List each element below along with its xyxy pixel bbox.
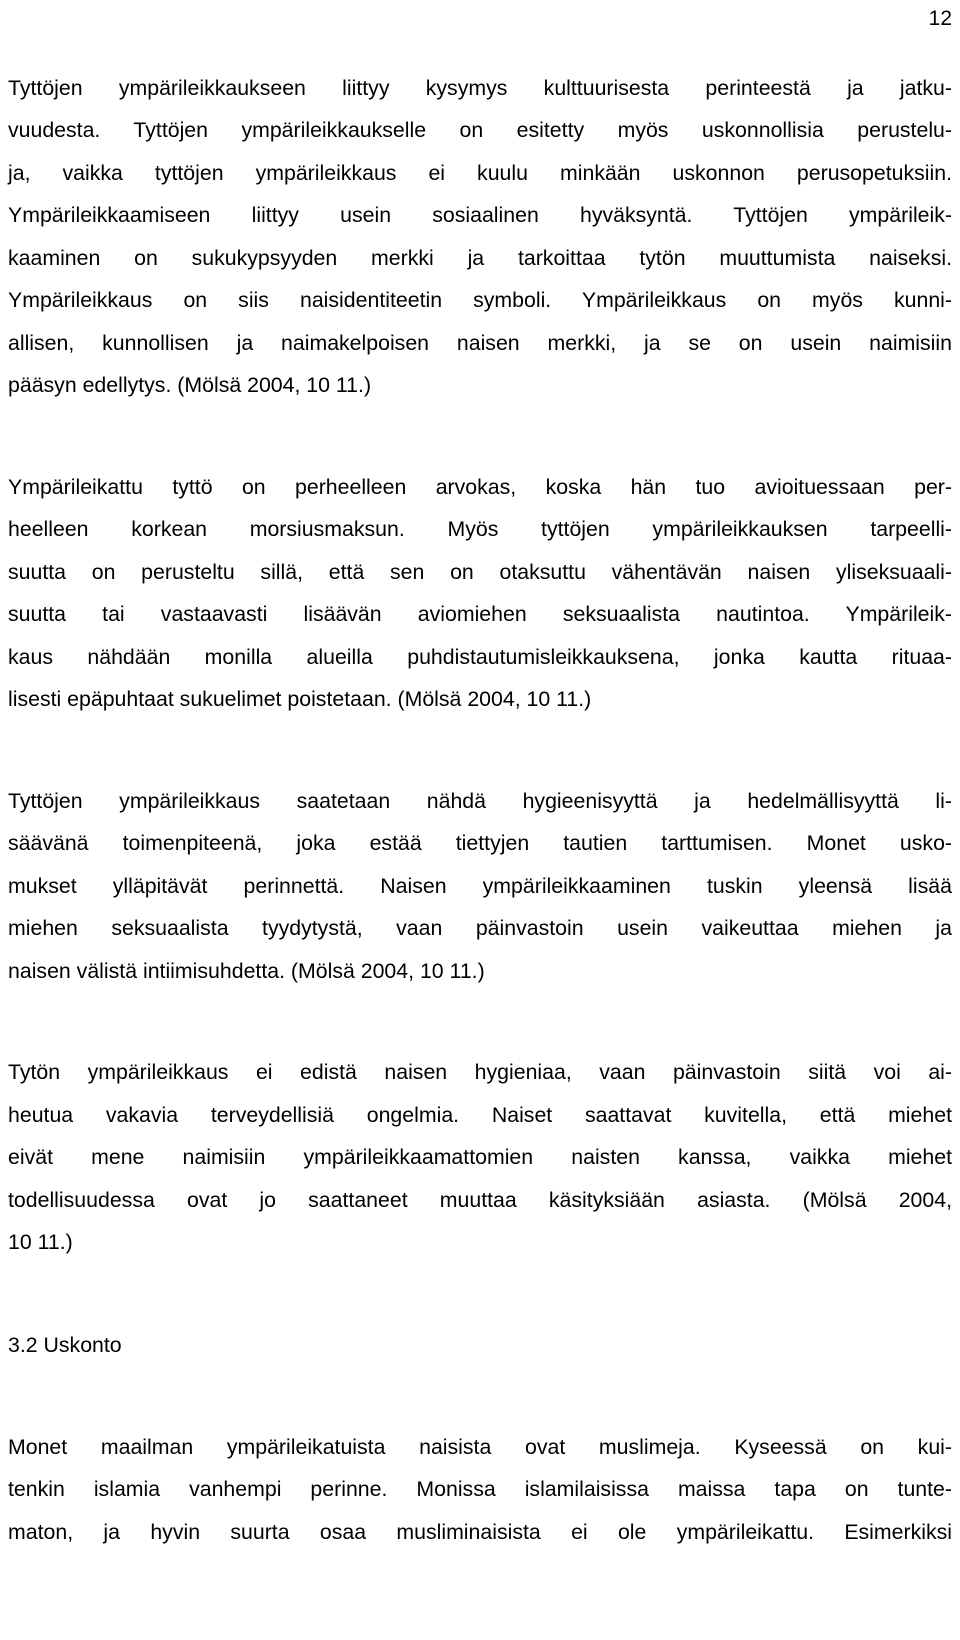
page-number: 12 xyxy=(928,7,952,30)
text-line: Tyttöjen ympärileikkaukseen liittyy kysymys kulttuurisesta perinteestä ja jatku- xyxy=(8,76,952,100)
text-line: naisen välistä intiimisuhdetta. (Mölsä 2004, 10 11.) xyxy=(8,959,485,983)
text-line: vuudesta. Tyttöjen ympärileikkaukselle on esitetty myös uskonnollisia perustelu- xyxy=(8,118,952,142)
text-line: Ympärileikattu tyttö on perheelleen arvokas, koska hän tuo avioituessaan per- xyxy=(8,475,952,499)
text-line: pääsyn edellytys. (Mölsä 2004, 10 11.) xyxy=(8,373,372,397)
text-line: allisen, kunnollisen ja naimakelpoisen naisen merkki, ja se on usein naimisiin xyxy=(8,331,952,355)
text-line: ja, vaikka tyttöjen ympärileikkaus ei kuulu minkään uskonnon perusopetuksiin. xyxy=(8,161,952,185)
text-line: Tyttöjen ympärileikkaus saatetaan nähdä hygieenisyyttä ja hedelmällisyyttä li- xyxy=(8,789,952,813)
text-line: säävänä toimenpiteenä, joka estää tiettyjen tautien tarttumisen. Monet usko- xyxy=(8,831,952,855)
text-line: miehen seksuaalista tyydytystä, vaan päinvastoin usein vaikeuttaa miehen ja xyxy=(8,916,952,940)
text-line: Monet maailman ympärileikatuista naisista ovat muslimeja. Kyseessä on kui- xyxy=(8,1435,952,1459)
text-line: eivät mene naimisiin ympärileikkaamattomien naisten kanssa, vaikka miehet xyxy=(8,1145,952,1169)
text-line: maton, ja hyvin suurta osaa musliminaisista ei ole ympärileikattu. Esimerkiksi xyxy=(8,1520,952,1544)
text-line: kaus nähdään monilla alueilla puhdistautumisleikkauksena, jonka kautta rituaa- xyxy=(8,645,952,669)
text-line: mukset ylläpitävät perinnettä. Naisen ympärileikkaaminen tuskin yleensä lisää xyxy=(8,874,952,898)
text-line: suutta on perusteltu sillä, että sen on otaksuttu vähentävän naisen yliseksuaali- xyxy=(8,560,952,584)
text-line: tenkin islamia vanhempi perinne. Monissa islamilaisissa maissa tapa on tunte- xyxy=(8,1477,952,1501)
text-line: suutta tai vastaavasti lisäävän aviomiehen seksuaalista nautintoa. Ympärileik- xyxy=(8,602,952,626)
text-line: todellisuudessa ovat jo saattaneet muuttaa käsityksiään asiasta. (Mölsä 2004, xyxy=(8,1188,952,1212)
section-heading: 3.2 Uskonto xyxy=(8,1333,122,1357)
text-line: heutua vakavia terveydellisiä ongelmia. Naiset saattavat kuvitella, että miehet xyxy=(8,1103,952,1127)
text-line: Ympärileikkaamiseen liittyy usein sosiaalinen hyväksyntä. Tyttöjen ympärileik- xyxy=(8,203,952,227)
text-line: heelleen korkean morsiusmaksun. Myös tyttöjen ympärileikkauksen tarpeelli- xyxy=(8,517,952,541)
text-line: kaaminen on sukukypsyyden merkki ja tarkoittaa tytön muuttumista naiseksi. xyxy=(8,246,952,270)
text-line: Ympärileikkaus on siis naisidentiteetin symboli. Ympärileikkaus on myös kunni- xyxy=(8,288,952,312)
text-line: Tytön ympärileikkaus ei edistä naisen hygieniaa, vaan päinvastoin siitä voi ai- xyxy=(8,1060,952,1084)
text-line: lisesti epäpuhtaat sukuelimet poistetaan. (Mölsä 2004, 10 11.) xyxy=(8,687,592,711)
text-line: 10 11.) xyxy=(8,1230,73,1254)
